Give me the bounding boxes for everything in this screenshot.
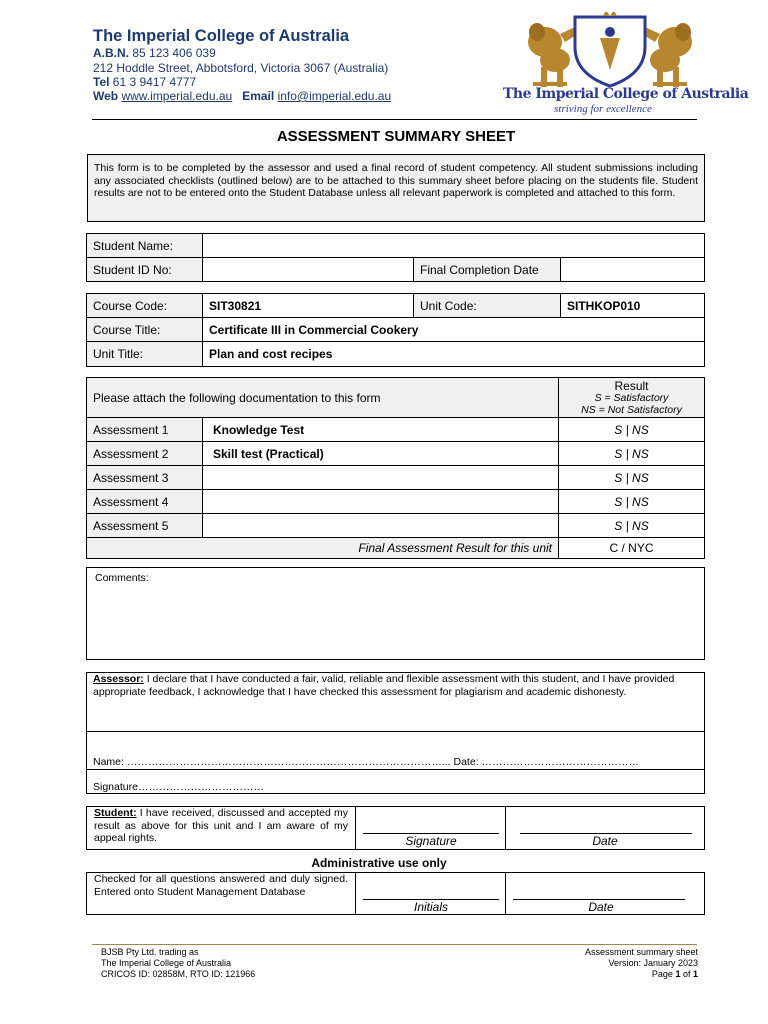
student-id-label: Student ID No: bbox=[87, 258, 203, 282]
admin-title: Administrative use only bbox=[311, 856, 447, 870]
unit-code-label: Unit Code: bbox=[414, 294, 561, 318]
student-acknowledgement-box bbox=[86, 806, 705, 850]
assessments-table bbox=[86, 377, 705, 559]
student-ack bbox=[87, 807, 356, 849]
student-signature-field[interactable] bbox=[356, 807, 506, 849]
header-divider bbox=[92, 119, 697, 120]
attach-instruction: Please attach the following documentation to this form bbox=[87, 378, 559, 418]
admin-text: Checked for all questions answered and duly signed. Entered onto Student Management Database bbox=[87, 873, 356, 914]
divider bbox=[87, 731, 704, 732]
assessment-label: Assessment 5 bbox=[87, 514, 203, 538]
admin-date-field[interactable] bbox=[506, 873, 704, 914]
student-date-label: Date bbox=[592, 834, 618, 848]
email-label: Email bbox=[242, 89, 275, 103]
student-id-input[interactable] bbox=[203, 258, 414, 282]
address: 212 Hoddle Street, Abbotsford, Victoria 3067 (Australia) bbox=[93, 61, 389, 75]
abn-value: 85 123 406 039 bbox=[132, 46, 216, 60]
tel-line bbox=[93, 75, 196, 89]
logo-college-name: The Imperial College of Australia bbox=[503, 86, 749, 102]
abn-line bbox=[93, 46, 216, 60]
student-label: Student: bbox=[94, 807, 137, 819]
completion-date-label: Final Completion Date bbox=[414, 258, 561, 282]
student-table bbox=[86, 233, 705, 282]
assessment-name: Knowledge Test bbox=[203, 418, 559, 442]
student-date-field[interactable] bbox=[506, 807, 704, 849]
assessor-declaration-box bbox=[86, 672, 705, 794]
assessment-label: Assessment 3 bbox=[87, 466, 203, 490]
abn-label: A.B.N. bbox=[93, 46, 129, 60]
assessor-signature-line[interactable]: Signature……………………………… bbox=[93, 781, 264, 793]
student-signature-label: Signature bbox=[405, 834, 457, 848]
result-ns-legend: NS = Not Satisfactory bbox=[581, 403, 682, 416]
divider bbox=[87, 769, 704, 770]
assessment-result[interactable]: S | NS bbox=[559, 418, 705, 442]
footer-page bbox=[652, 969, 698, 979]
result-header bbox=[559, 378, 705, 418]
result-label: Result bbox=[614, 378, 649, 393]
footer-doc-name: Assessment summary sheet bbox=[584, 947, 698, 957]
intro-instructions: This form is to be completed by the assessor and used a final record of student competency. All student submissions including any associated checklists (outlined below) are to be attached to this summary sheet before placing on the students file. Student results are not to be entered onto the Student Database unless all relevant paperwork is completed and attached to this form. bbox=[87, 154, 705, 222]
logo-motto: striving for excellence bbox=[554, 103, 652, 115]
table-row bbox=[87, 442, 705, 466]
assessor-label: Assessor: bbox=[93, 673, 144, 685]
assessment-label: Assessment 1 bbox=[87, 418, 203, 442]
admin-initials-field[interactable] bbox=[356, 873, 506, 914]
table-row bbox=[87, 514, 705, 538]
email-link[interactable]: info@imperial.edu.au bbox=[277, 89, 392, 103]
unit-code-value: SITHKOP010 bbox=[561, 294, 705, 318]
org-name: The Imperial College of Australia bbox=[93, 27, 350, 45]
unit-title-label: Unit Title: bbox=[87, 342, 203, 367]
footer-college: The Imperial College of Australia bbox=[101, 958, 232, 968]
assessment-result[interactable]: S | NS bbox=[559, 466, 705, 490]
assessment-name: Skill test (Practical) bbox=[203, 442, 559, 466]
assessment-name[interactable] bbox=[203, 466, 559, 490]
comments-label: Comments: bbox=[95, 572, 149, 584]
footer-company: BJSB Pty Ltd. trading as bbox=[101, 947, 199, 957]
course-code-value: SIT30821 bbox=[203, 294, 414, 318]
assessor-name-date-line[interactable]: Name: ………………………………………………………………………………... Date: ……………………………………… bbox=[93, 756, 640, 768]
final-result-value[interactable]: C / NYC bbox=[559, 538, 705, 559]
table-row bbox=[87, 490, 705, 514]
assessor-declaration bbox=[93, 673, 700, 698]
assessment-result[interactable]: S | NS bbox=[559, 442, 705, 466]
footer-cricos: CRICOS ID: 02858M, RTO ID: 121966 bbox=[101, 969, 256, 979]
footer-divider bbox=[92, 944, 697, 945]
footer-version: Version: January 2023 bbox=[608, 958, 698, 968]
assessment-label: Assessment 2 bbox=[87, 442, 203, 466]
assessment-name[interactable] bbox=[203, 514, 559, 538]
final-result-label: Final Assessment Result for this unit bbox=[87, 538, 559, 559]
student-ack-text: I have received, discussed and accepted my result as above for this unit and I am aware of my appeal rights. bbox=[94, 807, 348, 844]
tel-value: 61 3 9417 4777 bbox=[112, 75, 197, 89]
course-title-value: Certificate III in Commercial Cookery bbox=[203, 318, 705, 342]
shield-icon bbox=[575, 12, 645, 86]
course-code-label: Course Code: bbox=[87, 294, 203, 318]
admin-date-label: Date bbox=[588, 900, 614, 914]
assessment-label: Assessment 4 bbox=[87, 490, 203, 514]
table-row bbox=[87, 466, 705, 490]
page-total: 1 bbox=[692, 969, 698, 979]
page-prefix: Page bbox=[651, 969, 676, 979]
web-link[interactable]: www.imperial.edu.au bbox=[121, 89, 233, 103]
assessor-declaration-text: I declare that I have conducted a fair, valid, reliable and flexible assessment with this student, and I have provided appropriate feedback, I acknowledge that I have checked this assessment for plagiarism and academic dishonesty. bbox=[93, 673, 675, 698]
web-label: Web bbox=[93, 89, 119, 103]
assessment-result[interactable]: S | NS bbox=[559, 490, 705, 514]
completion-date-input[interactable] bbox=[561, 258, 705, 282]
left-lion-icon bbox=[528, 23, 581, 87]
tel-label: Tel bbox=[93, 75, 110, 89]
page-number: 1 bbox=[675, 969, 681, 979]
student-name-input[interactable] bbox=[203, 234, 705, 258]
assessment-result[interactable]: S | NS bbox=[559, 514, 705, 538]
course-title-label: Course Title: bbox=[87, 318, 203, 342]
web-email-line bbox=[93, 89, 391, 103]
unit-title-value: Plan and cost recipes bbox=[203, 342, 705, 367]
page-of: of bbox=[680, 969, 693, 979]
admin-initials-label: Initials bbox=[413, 900, 448, 914]
admin-box bbox=[86, 872, 705, 915]
result-s-legend: S = Satisfactory bbox=[594, 391, 669, 404]
student-name-label: Student Name: bbox=[87, 234, 203, 258]
course-table bbox=[86, 293, 705, 367]
right-lion-icon bbox=[639, 23, 692, 87]
assessment-name[interactable] bbox=[203, 490, 559, 514]
document-title: ASSESSMENT SUMMARY SHEET bbox=[276, 128, 516, 145]
comments-box[interactable] bbox=[86, 567, 705, 660]
table-row bbox=[87, 418, 705, 442]
